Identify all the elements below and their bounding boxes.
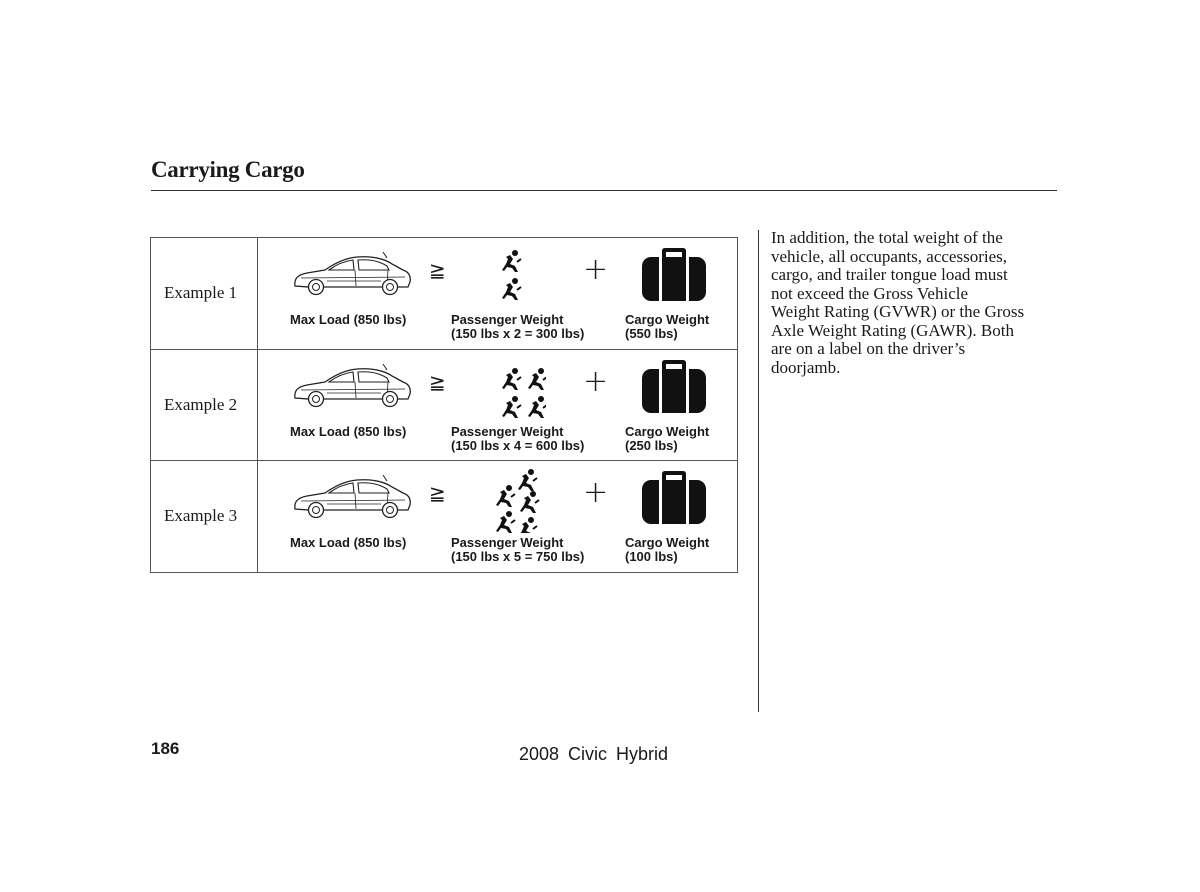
example-label: Example 1 xyxy=(164,283,238,302)
cargo-weight-caption xyxy=(625,425,709,453)
sedan-icon xyxy=(291,471,413,521)
passenger-group-icon xyxy=(486,467,546,533)
passenger-weight-label: Passenger Weight xyxy=(451,535,564,550)
max-load-caption: Max Load (850 lbs) xyxy=(290,424,407,439)
passenger-weight-label: Passenger Weight xyxy=(451,312,564,327)
passenger-weight-formula: (150 lbs x 5 = 750 lbs) xyxy=(451,549,585,564)
page-number: 186 xyxy=(151,739,180,758)
example-label-cell xyxy=(151,350,258,461)
sedan-icon xyxy=(291,360,413,410)
passenger-weight-caption xyxy=(451,313,584,341)
body-line: In addition, the total weight of the xyxy=(771,228,1003,247)
title-divider xyxy=(151,190,1057,191)
passenger-weight-formula: (150 lbs x 4 = 600 lbs) xyxy=(451,438,585,453)
max-load-caption: Max Load (850 lbs) xyxy=(290,535,407,550)
max-load-caption: Max Load (850 lbs) xyxy=(290,312,407,327)
cargo-weight-value: (550 lbs) xyxy=(625,326,678,341)
plus-symbol: + xyxy=(583,364,609,399)
cargo-weight-caption xyxy=(625,536,709,564)
cargo-weight-caption xyxy=(625,313,709,341)
plus-symbol: + xyxy=(583,475,609,510)
passenger-group-icon xyxy=(486,356,546,422)
passenger-group-icon xyxy=(486,244,546,310)
luggage-icon xyxy=(642,248,706,301)
example-row-2 xyxy=(151,349,737,461)
body-line: Weight Rating (GVWR) or the Gross xyxy=(771,302,1025,321)
luggage-icon xyxy=(642,360,706,413)
load-examples-table xyxy=(150,237,738,573)
sedan-icon xyxy=(291,248,413,298)
example-row-3 xyxy=(151,460,737,572)
body-line: are on a label on the driver’s xyxy=(771,339,966,358)
passenger-weight-caption xyxy=(451,425,584,453)
column-divider xyxy=(758,230,759,712)
example-label: Example 3 xyxy=(164,506,238,525)
example-label-cell xyxy=(151,238,258,350)
passenger-weight-caption xyxy=(451,536,584,564)
body-line: Axle Weight Rating (GAWR). Both xyxy=(771,320,1014,340)
example-row-1 xyxy=(151,238,737,350)
body-paragraph xyxy=(771,229,1071,377)
plus-symbol: + xyxy=(583,252,609,287)
cargo-weight-value: (100 lbs) xyxy=(625,549,678,564)
passenger-weight-label: Passenger Weight xyxy=(451,424,564,439)
cargo-weight-label: Cargo Weight xyxy=(625,424,710,439)
example-label-cell xyxy=(151,461,258,572)
cargo-weight-label: Cargo Weight xyxy=(625,535,710,550)
footer-title: 2008 Civic Hybrid xyxy=(519,744,669,764)
body-line: cargo, and trailer tongue load must xyxy=(771,265,1008,284)
example-label: Example 2 xyxy=(164,395,238,414)
greater-equal-symbol: ≧ xyxy=(429,258,446,282)
greater-equal-symbol: ≧ xyxy=(429,370,446,394)
passenger-weight-formula: (150 lbs x 2 = 300 lbs) xyxy=(451,326,585,341)
cargo-weight-value: (250 lbs) xyxy=(625,438,678,453)
luggage-icon xyxy=(642,471,706,524)
section-title: Carrying Cargo xyxy=(151,157,305,182)
greater-equal-symbol: ≧ xyxy=(429,481,446,505)
body-line: not exceed the Gross Vehicle xyxy=(771,283,969,303)
body-line: doorjamb. xyxy=(771,357,841,377)
cargo-weight-label: Cargo Weight xyxy=(625,312,710,327)
body-line: vehicle, all occupants, accessories, xyxy=(771,246,1008,266)
